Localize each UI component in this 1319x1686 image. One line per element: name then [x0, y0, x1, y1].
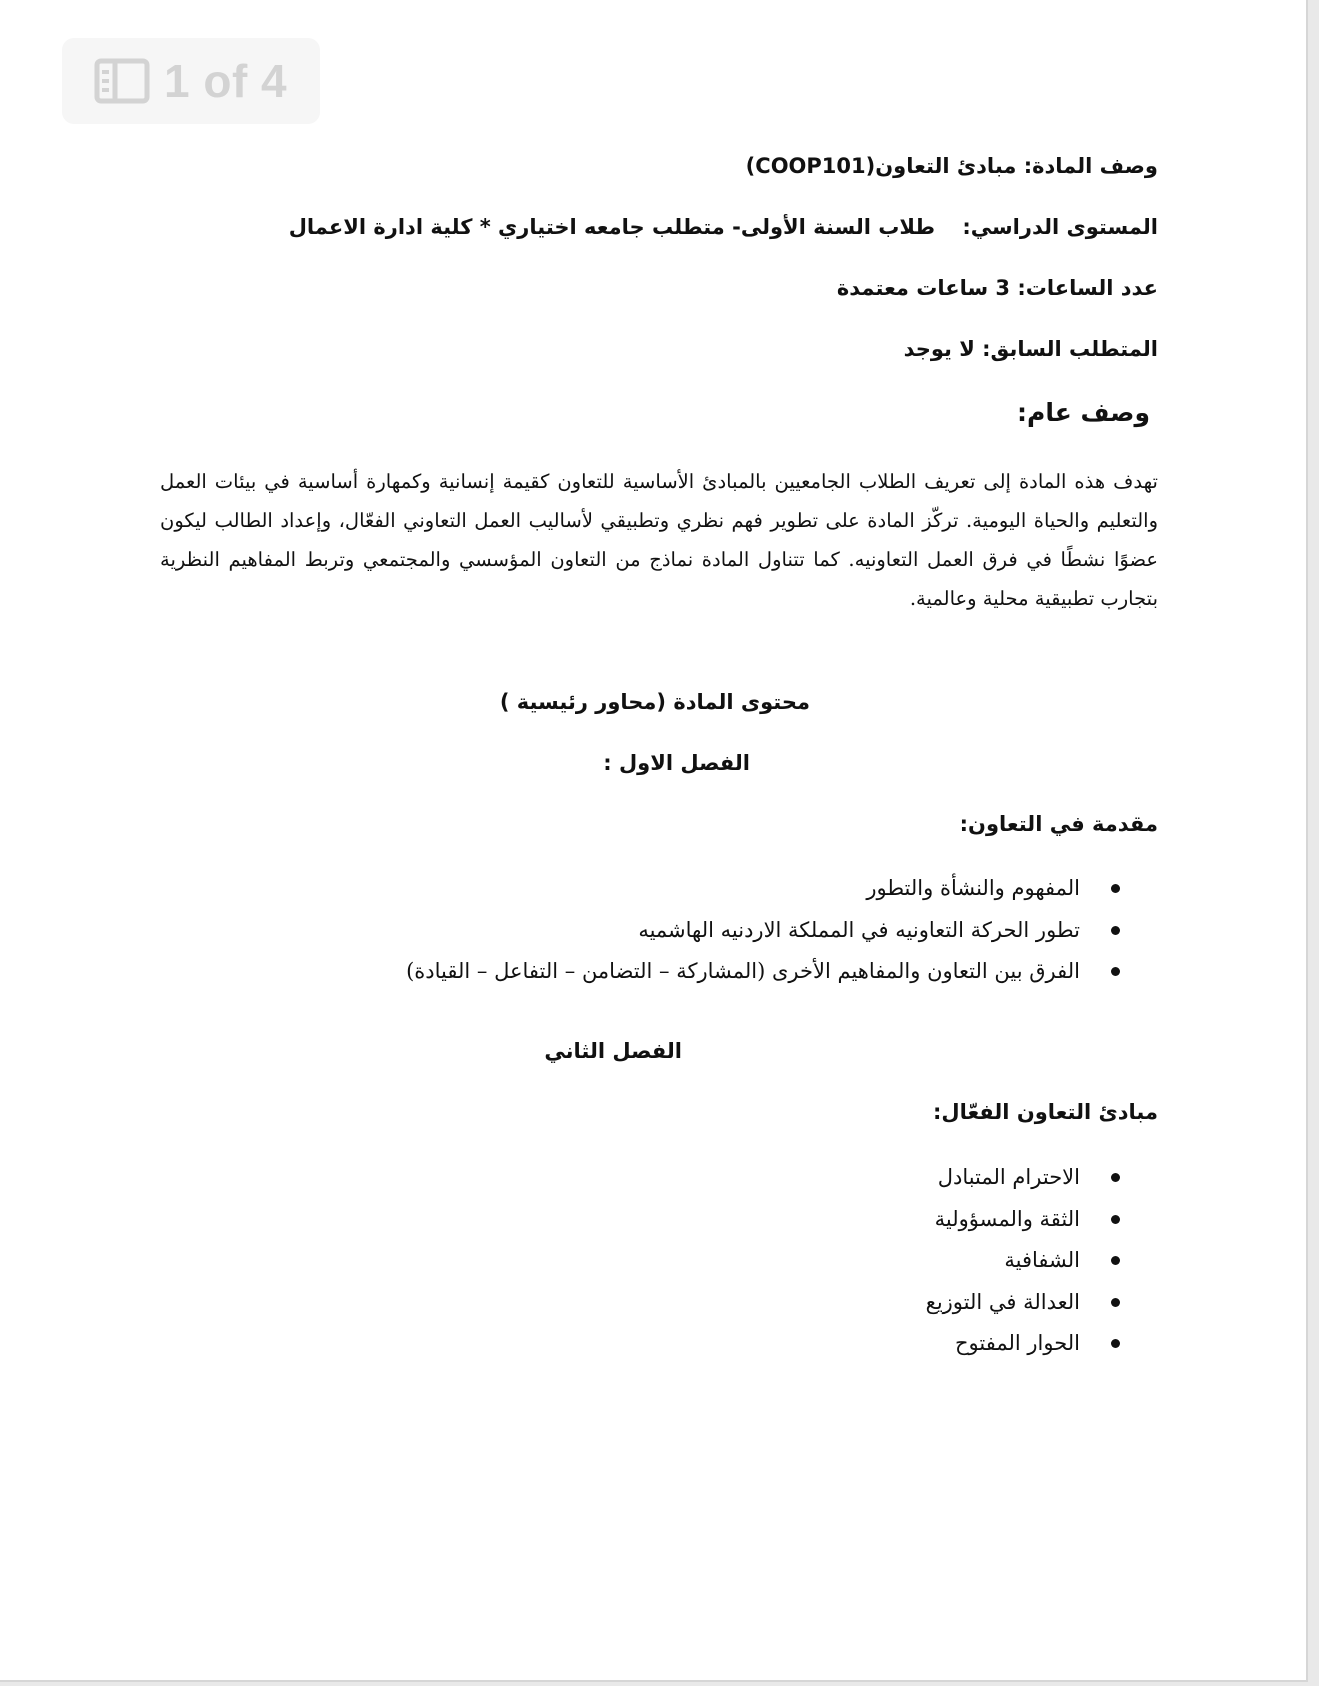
- list-item: العدالة في التوزيع: [926, 1282, 1158, 1324]
- course-description-value: مبادئ التعاون(COOP101): [745, 154, 1017, 178]
- page-indicator-label: 1 of 4: [164, 55, 288, 107]
- list-item: تطور الحركة التعاونيه في المملكة الاردنيه الهاشميه: [406, 910, 1158, 952]
- study-level-line: [289, 215, 1158, 239]
- list-item: المفهوم والنشأة والتطور: [406, 868, 1158, 910]
- list-item: الحوار المفتوح: [926, 1323, 1158, 1365]
- intro-section-title: مقدمة في التعاون:: [959, 812, 1158, 836]
- chapter-two-list: [926, 1157, 1158, 1365]
- bullet-icon: [1111, 967, 1120, 976]
- course-description-line: [746, 154, 1158, 178]
- bullet-icon: [1111, 1173, 1120, 1182]
- chapter-one-list: [406, 868, 1158, 993]
- course-description-key: وصف المادة:: [1023, 154, 1158, 178]
- list-item: الثقة والمسؤولية: [926, 1199, 1158, 1241]
- general-description-paragraph: تهدف هذه المادة إلى تعريف الطلاب الجامعيين بالمبادئ الأساسية للتعاون كقيمة إنسانية وكمهارة أساسية في بيئات العمل والتعليم والحياة اليومية. تركّز المادة على تطوير فهم نظري وتطبيقي لأساليب العمل التعاوني الفعّال، وإعداد الطالب ليكون عضوًا نشطًا في فرق العمل التعاونيه. كما تتناول المادة نماذج من التعاون المؤسسي والمجتمعي وتربط المفاهيم النظرية بتجارب تطبيقية محلية وعالمية.: [160, 470, 1158, 610]
- credit-hours-line: [837, 276, 1158, 300]
- bullet-icon: [1111, 884, 1120, 893]
- credit-hours-key: عدد الساعات:: [1017, 276, 1158, 300]
- general-description-heading: وصف عام:: [1017, 398, 1150, 427]
- bullet-icon: [1111, 1256, 1120, 1265]
- principles-section-title: مبادئ التعاون الفعّال:: [932, 1100, 1158, 1124]
- prerequisite-key: المتطلب السابق:: [982, 337, 1158, 361]
- study-level-value: طلاب السنة الأولى- متطلب جامعه اختياري * كلية ادارة الاعمال: [288, 215, 936, 239]
- chapter-two-title: الفصل الثاني: [544, 1039, 682, 1063]
- list-item: الشفافية: [926, 1240, 1158, 1282]
- page-list-icon: [94, 58, 150, 104]
- chapter-one-title: الفصل الاول :: [603, 751, 750, 775]
- bullet-icon: [1111, 1215, 1120, 1224]
- prerequisite-value: لا يوجد: [903, 337, 975, 361]
- prerequisite-line: [904, 337, 1158, 361]
- list-item: الاحترام المتبادل: [926, 1157, 1158, 1199]
- bullet-icon: [1111, 1298, 1120, 1307]
- course-content-heading: محتوى المادة (محاور رئيسية ): [499, 690, 810, 714]
- page-indicator[interactable]: [62, 38, 320, 124]
- credit-hours-value: 3 ساعات معتمدة: [836, 276, 1011, 300]
- study-level-key: المستوى الدراسي:: [962, 215, 1158, 239]
- bullet-icon: [1111, 926, 1120, 935]
- bullet-icon: [1111, 1339, 1120, 1348]
- list-item: الفرق بين التعاون والمفاهيم الأخرى (المشاركة – التضامن – التفاعل – القيادة): [406, 951, 1158, 993]
